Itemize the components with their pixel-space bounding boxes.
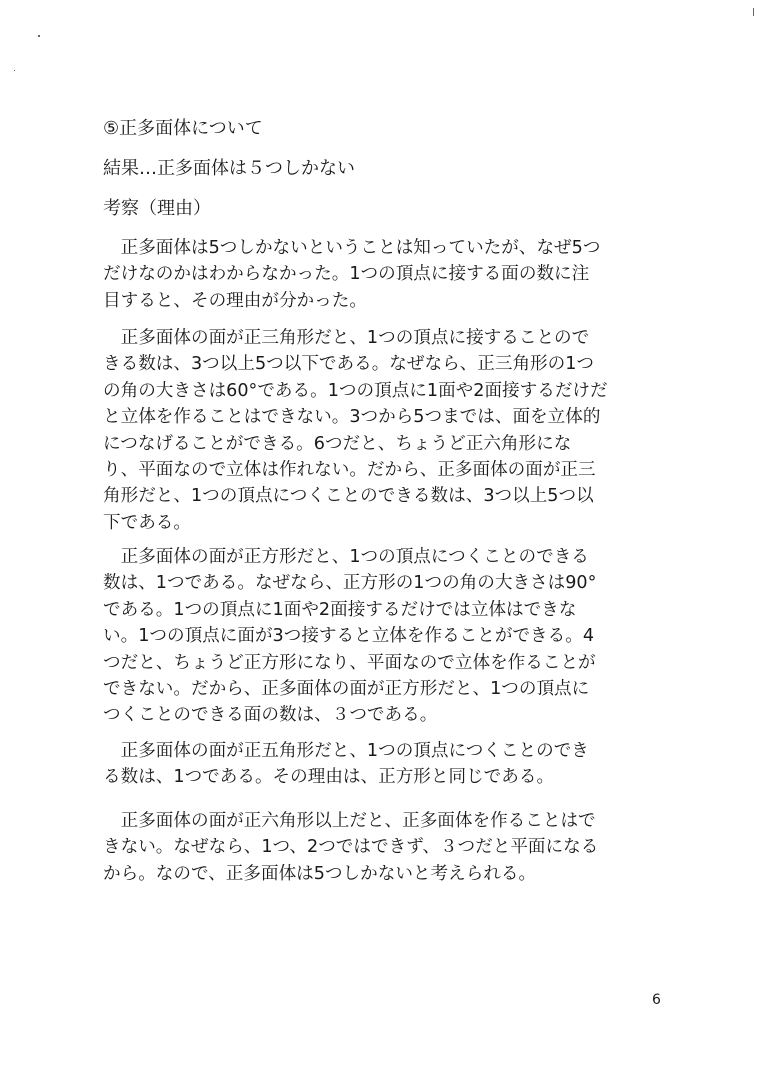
text-line: 目すると、その理由が分かった。 — [103, 290, 367, 311]
text-line: だけなのかはわからなかった。1つの頂点に接する面の数に注 — [103, 264, 590, 285]
text-line: 正多面体の面が正三角形だと、1つの頂点に接することので — [103, 328, 590, 348]
text-line: きない。なぜなら、1つ、2つではできず、３つだと平面になる — [103, 837, 599, 858]
text-line: 正多面体は5つしかないということは知っていたが、なぜ5つ — [103, 238, 601, 258]
text-line: と立体を作ることはできない。3つから5つまでは、面を立体的 — [103, 407, 601, 428]
paragraph — [103, 235, 673, 314]
text-line: できない。だから、正多面体の面が正方形だと、1つの頂点に — [103, 678, 590, 699]
text-line: る数は、1つである。その理由は、正方形と同じである。 — [103, 767, 555, 788]
result-line: 結果…正多面体は５つしかない — [103, 158, 355, 179]
text-line: 数は、1つである。なぜなら、正方形の1つの角の大きさは90° — [103, 573, 597, 594]
paragraph — [103, 808, 673, 887]
text-line: い。1つの頂点に面が3つ接すると立体を作ることができる。4 — [103, 626, 595, 647]
paragraph — [103, 325, 673, 536]
scan-mark — [753, 8, 754, 16]
scan-speck — [14, 70, 15, 71]
discussion-heading: 考察（理由） — [103, 198, 211, 219]
text-line: つくことのできる面の数は、３つである。 — [103, 705, 438, 726]
text-line: から。なので、正多面体は5つしかないと考えられる。 — [103, 863, 537, 884]
scan-speck — [38, 35, 40, 37]
text-line: 正多面体の面が正五角形だと、1つの頂点につくことのでき — [103, 741, 589, 761]
text-line: 角形だと、1つの頂点につくことのできる数は、3つ以上5つ以 — [103, 486, 594, 507]
text-line: 正多面体の面が正方形だと、1つの頂点につくことのできる — [103, 547, 589, 567]
text-line: である。1つの頂点に1面や2面接するだけでは立体はできな — [103, 599, 577, 620]
text-line: り、平面なので立体は作れない。だから、正多面体の面が正三 — [103, 459, 596, 480]
text-line: につなげることができる。6つだと、ちょうど正六角形にな — [103, 433, 572, 454]
text-line: の角の大きさは60°である。1つの頂点に1面や2面接するだけだ — [103, 380, 608, 401]
text-line: つだと、ちょうど正方形になり、平面なので立体を作ることが — [103, 652, 596, 673]
page-number: 6 — [652, 992, 661, 1008]
text-line: 下である。 — [103, 512, 191, 533]
text-line: 正多面体の面が正六角形以上だと、正多面体を作ることはで — [103, 811, 596, 831]
text-line: きる数は、3つ以上5つ以下である。なぜなら、正三角形の1つ — [103, 354, 595, 375]
paragraph — [103, 738, 673, 791]
paragraph — [103, 544, 673, 729]
section-title: ⑤正多面体について — [103, 118, 263, 139]
